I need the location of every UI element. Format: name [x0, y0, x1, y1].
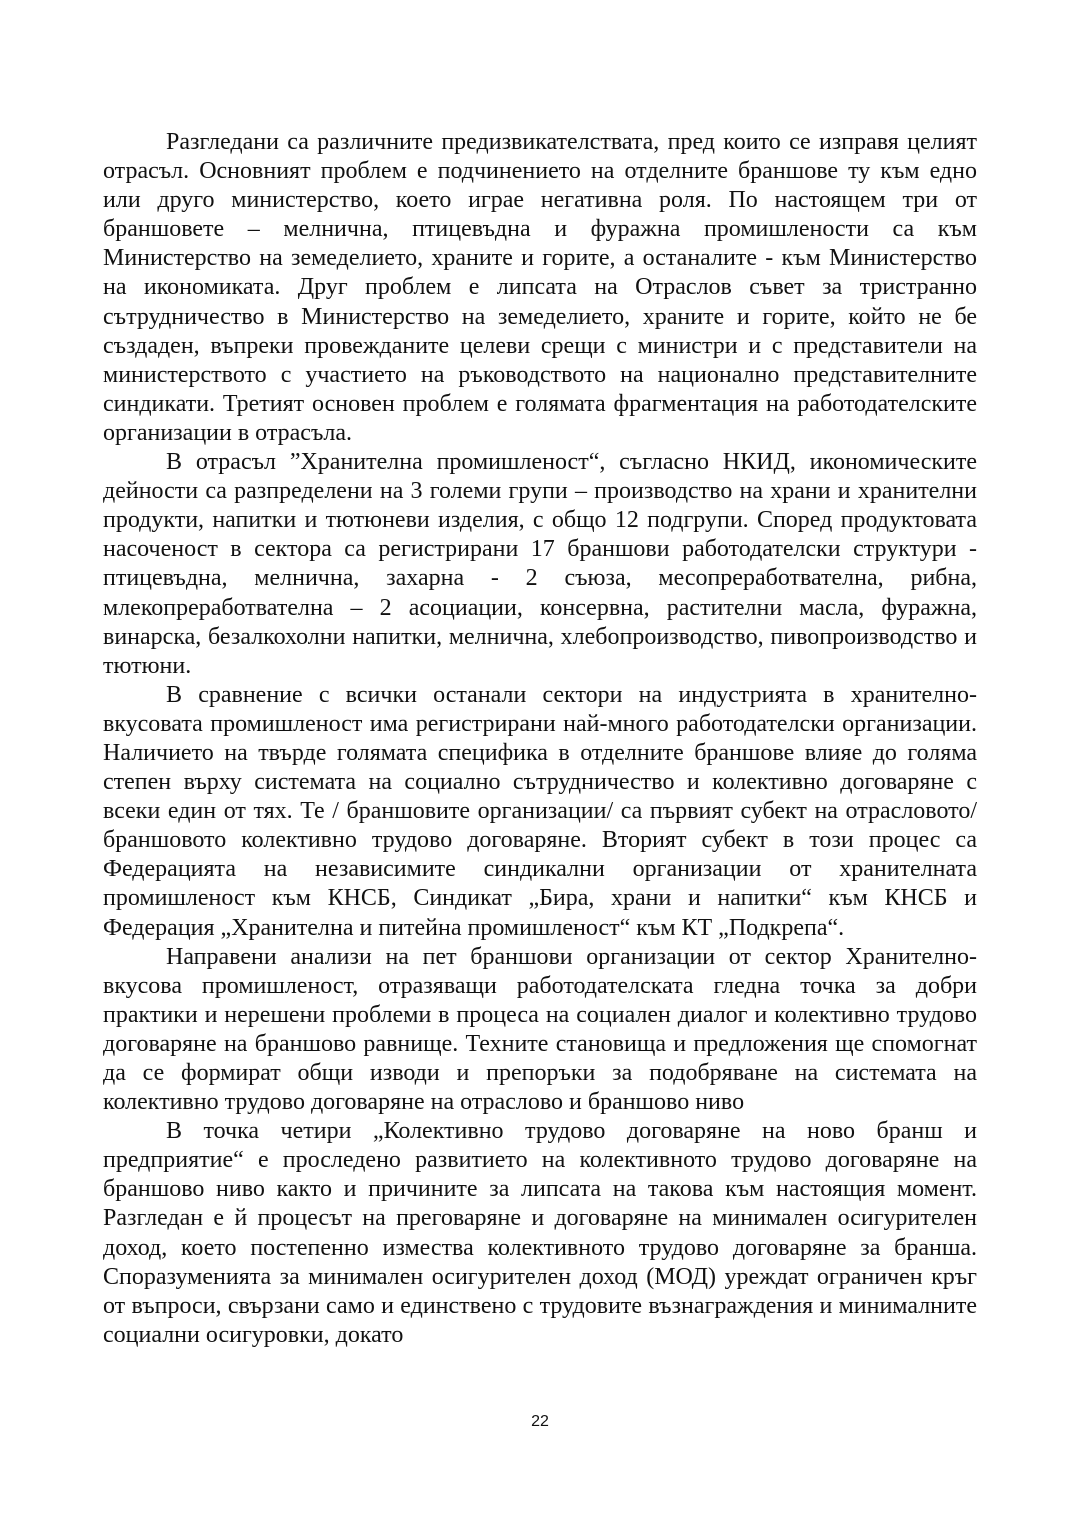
page-number: 22 — [531, 1413, 549, 1430]
paragraph-challenges: Разгледани са различните предизвикателствата, пред които се изправя целият отрасъл. Основният проблем е подчинението на отделните браншове ту към едно или друго министерство, което играе негативна роля. По настоящем три от браншовете – мелнична, птицевъдна и фуражна промишлености са към Министерство на земеделието, храните и горите, а останалите - към Министерство на икономиката. Друг проблем е липсата на Отраслов съвет за тристранно сътрудничество в Министерство на земеделието, храните и горите, който не бе създаден, въпреки провежданите целеви срещи с министри и с представители на министерството с участието на ръководството на национално представителните синдикати. Третият основен проблем е голямата фрагментация на работодателските организации в отрасъла. — [103, 129, 977, 446]
document-body — [103, 128, 977, 1350]
paragraph-employer-organizations: В сравнение с всички останали сектори на индустрията в хранително-вкусовата промишленост има регистрирани най-много работодателски организации. Наличието на твърде голямата специфика в отделните браншове влияе до голяма степен върху системата на социално сътрудничество и колективно договаряне с всеки един от тях. Те / браншовите организации/ са първият субект на отрасловото/браншовото колективно трудово договаряне. Вторият субект в този процес са Федерацията на независимите синдикални организации от хранителната промишленост към КНСБ, Синдикат „Бира, храни и напитки“ към КНСБ и Федерация „Хранителна и питейна промишленост“ към КТ „Подкрепа“. — [103, 681, 977, 941]
paragraph-branch-analyses: Направени анализи на пет браншови организации от сектор Хранително-вкусова промишленост, отразяващи работодателската гледна точка за добри практики и нерешени проблеми в процеса на социален диалог и колективно трудово договаряне на браншово равнище. Техните становища и предложения ще спомогнат да се формират общи изводи и препоръки за подобряване на системата на колективно трудово договаряне на отраслово и браншово ниво — [103, 943, 977, 1116]
paragraph-collective-bargaining: В точка четири „Колективно трудово договаряне на ново бранш и предприятие“ е проследено развитието на колективното трудово договаряне на браншово ниво както и причините за липсата на такова към настоящия момент. Разгледан е й процесът на преговаряне и договаряне на минимален осигурителен доход, което постепенно измества колективното трудово договаряне за бранша. Споразуменията за минимален осигурителен доход (МОД) уреждат ограничен кръг от въпроси, свързани само и единствено с трудовите възнаграждения и минималните социални осигуровки, докато — [103, 1118, 977, 1348]
paragraph-sector-structure: В отрасъл ”Хранителна промишленост“, съгласно НКИД, икономическите дейности са разпределени на 3 големи групи – производство на храни и хранителни продукти, напитки и тютюневи изделия, с общо 12 подгрупи. Според продуктовата насоченост в сектора са регистрирани 17 браншови работодателски структури - птицевъдна, мелнична, захарна - 2 съюза, месопреработвателна, рибна, млекопреработвателна – 2 асоциации, консервна, растителни масла, фуражна, винарска, безалкохолни напитки, мелнична, хлебопроизводство, пивопроизводство и тютюни. — [103, 449, 977, 679]
